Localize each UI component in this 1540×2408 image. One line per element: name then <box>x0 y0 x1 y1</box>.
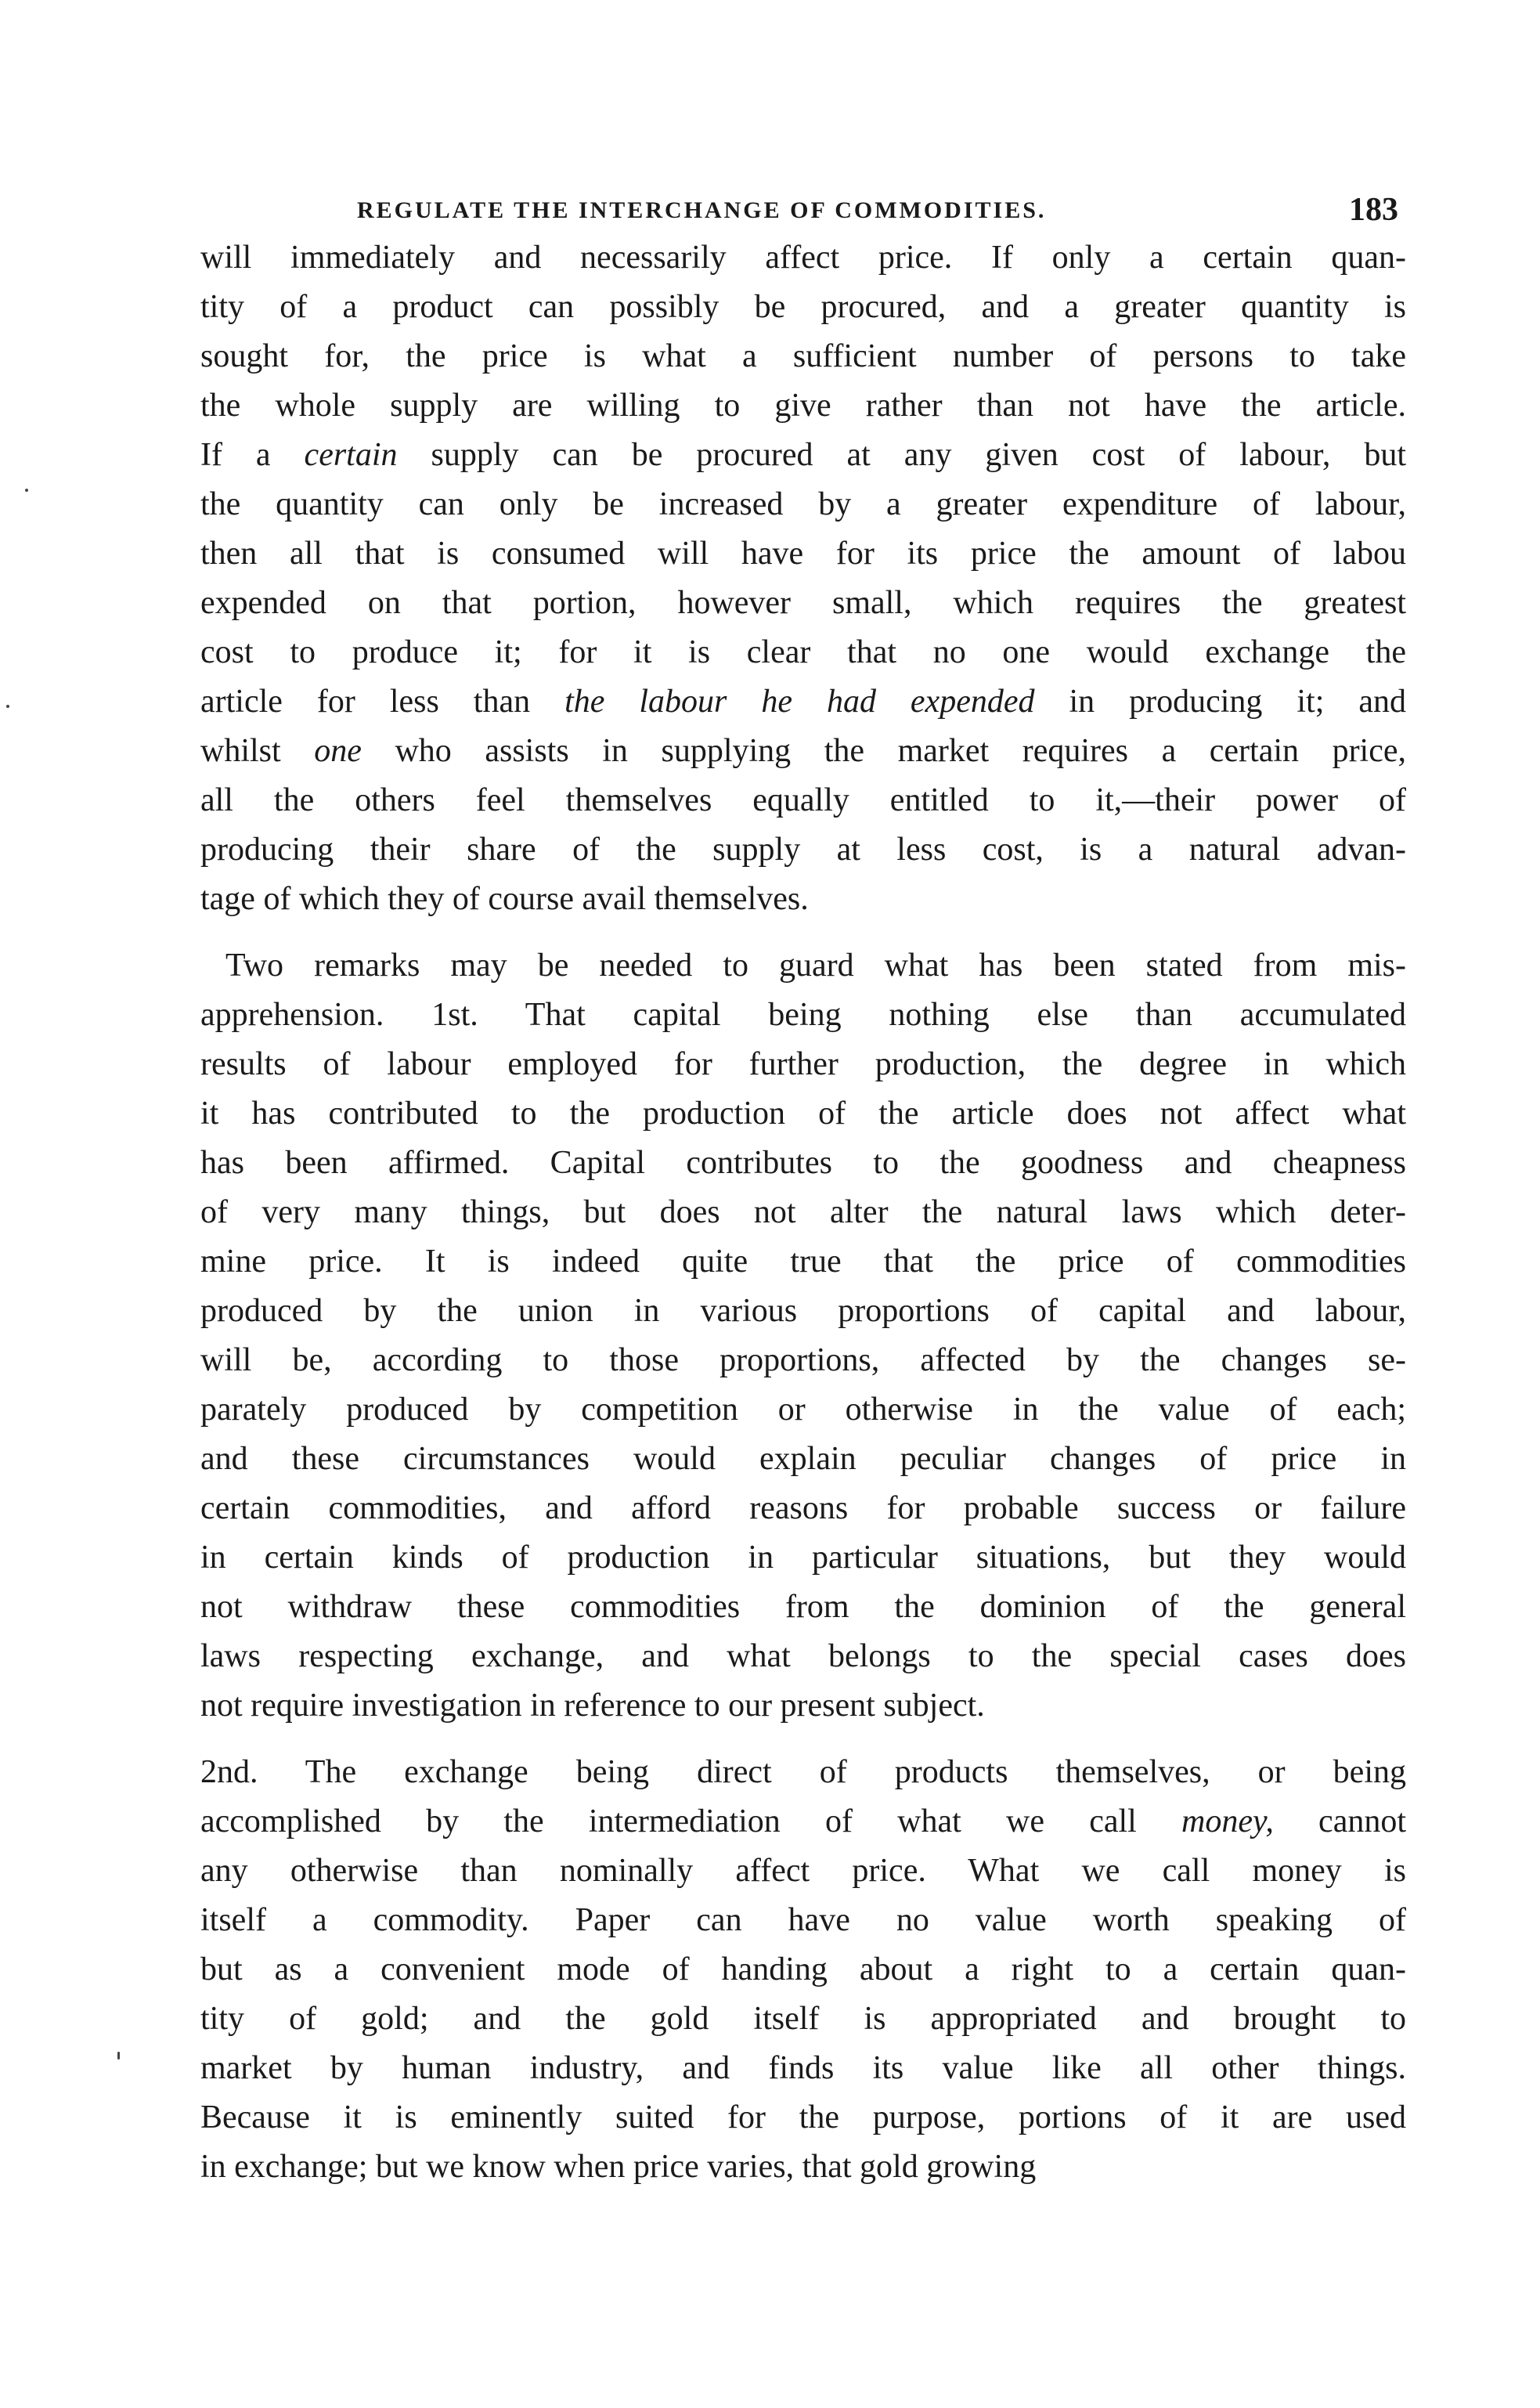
text-line: the quantity can only be increased by a greater expenditure of labour, <box>200 486 1406 522</box>
text-segment: If a <box>200 437 305 473</box>
scan-speck <box>6 705 9 708</box>
text-line: Because it is eminently suited for the purpose, portions of it are used <box>200 2099 1406 2135</box>
text-line <box>200 1797 1406 1847</box>
text-line: market by human industry, and finds its value like all other things. <box>200 2050 1406 2086</box>
text-line: laws respecting exchange, and what belongs to the special cases does <box>200 1638 1406 1674</box>
text-segment: whilst <box>200 733 315 769</box>
text-line: of very many things, but does not alter the natural laws which deter- <box>200 1194 1406 1230</box>
page-body <box>200 233 1406 2209</box>
text-line: all the others feel themselves equally entitled to it,—their power of <box>200 782 1406 818</box>
text-line: has been affirmed. Capital contributes to the goodness and cheapness <box>200 1145 1406 1181</box>
text-line: any otherwise than nominally affect price. What we call money is <box>200 1853 1406 1889</box>
text-segment: supply can be procured at any given cost of labour, but <box>397 437 1406 473</box>
scan-speck <box>25 489 28 492</box>
text-line <box>200 677 1406 727</box>
text-line: and these circumstances would explain peculiar changes of price in <box>200 1441 1406 1477</box>
text-line <box>200 727 1406 776</box>
text-line: apprehension. 1st. That capital being nothing else than accumulated <box>200 997 1406 1033</box>
text-segment: who assists in supplying the market requires a certain price, <box>361 733 1407 769</box>
page-number: 183 <box>1349 192 1398 228</box>
text-line: will be, according to those proportions, affected by the changes se- <box>200 1342 1406 1378</box>
text-line: not withdraw these commodities from the dominion of the general <box>200 1589 1406 1625</box>
text-line: but as a convenient mode of handing about a right to a certain quan- <box>200 1951 1406 1987</box>
paragraph <box>200 941 1406 1731</box>
paragraph <box>200 233 1406 924</box>
text-line: itself a commodity. Paper can have no value worth speaking of <box>200 1902 1406 1938</box>
text-line: not require investigation in reference to our present subject. <box>200 1688 985 1724</box>
text-line: expended on that portion, however small, which requires the greatest <box>200 585 1406 621</box>
text-line: the whole supply are willing to give rather than not have the article. <box>200 388 1406 424</box>
text-line: tity of gold; and the gold itself is appropriated and brought to <box>200 2001 1406 2037</box>
text-line <box>200 431 1406 480</box>
scan-speck <box>117 2052 120 2060</box>
text-line: mine price. It is indeed quite true that the price of commodities <box>200 1244 1406 1280</box>
text-line: certain commodities, and afford reasons for probable success or failure <box>200 1490 1406 1526</box>
text-line: tage of which they of course avail themselves. <box>200 881 809 917</box>
text-line: tity of a product can possibly be procured, and a greater quantity is <box>200 289 1406 325</box>
running-title: REGULATE THE INTERCHANGE OF COMMODITIES. <box>357 197 1047 223</box>
text-segment: accomplished by the intermediation of what we call <box>200 1803 1182 1839</box>
text-line: sought for, the price is what a sufficient number of persons to take <box>200 338 1406 374</box>
text-line: producing their share of the supply at less cost, is a natural advan- <box>200 832 1406 868</box>
paragraph <box>200 1748 1406 2192</box>
italic-text: certain <box>304 437 398 473</box>
text-line: then all that is consumed will have for its price the amount of labou <box>200 536 1406 572</box>
italic-text: money, <box>1181 1803 1274 1839</box>
text-line: 2nd. The exchange being direct of products themselves, or being <box>200 1754 1406 1790</box>
text-line: it has contributed to the production of the article does not affect what <box>200 1096 1406 1132</box>
text-line: in exchange; but we know when price varies, that gold growing <box>200 2149 1037 2185</box>
text-line: cost to produce it; for it is clear that no one would exchange the <box>200 634 1406 670</box>
text-segment: article for less than <box>200 684 565 720</box>
text-line: in certain kinds of production in particular situations, but they would <box>200 1540 1406 1576</box>
text-line: results of labour employed for further production, the degree in which <box>200 1046 1406 1082</box>
text-line: Two remarks may be needed to guard what has been stated from mis- <box>225 948 1406 984</box>
text-line: parately produced by competition or otherwise in the value of each; <box>200 1392 1406 1428</box>
italic-text: one <box>314 733 362 769</box>
running-header <box>357 192 1398 236</box>
text-segment: cannot <box>1273 1803 1407 1839</box>
text-segment: in producing it; and <box>1034 684 1406 720</box>
text-line: will immediately and necessarily affect price. If only a certain quan- <box>200 240 1406 276</box>
text-line: produced by the union in various proportions of capital and labour, <box>200 1293 1406 1329</box>
italic-text: the labour he had expended <box>564 684 1035 720</box>
